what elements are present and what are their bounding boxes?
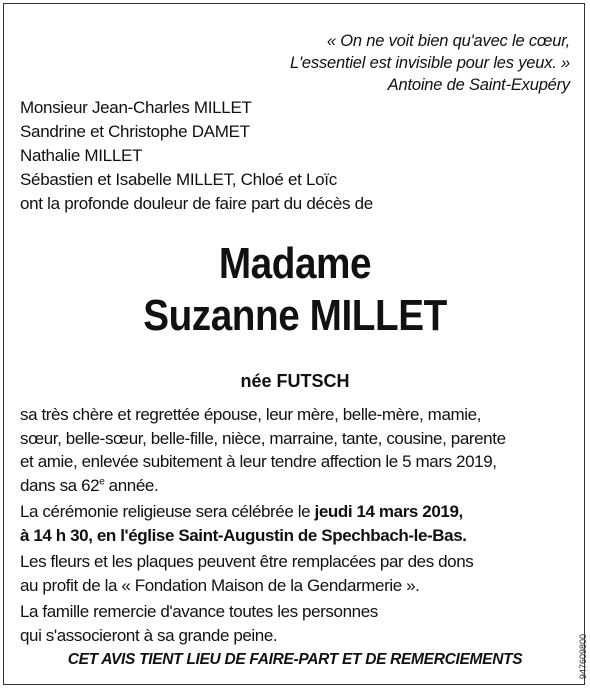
notice-body <box>20 403 580 650</box>
thanks-paragraph <box>20 600 580 647</box>
reference-code: 947609800 <box>578 633 588 679</box>
relationship-paragraph <box>20 403 580 497</box>
body-line: La famille remercie d'avance toutes les personnes <box>20 602 378 621</box>
footer-notice: CET AVIS TIENT LIEU DE FAIRE-PART ET DE REMERCIEMENTS <box>67 651 523 668</box>
ceremony-intro: La cérémonie religieuse sera célébrée le <box>20 502 315 521</box>
body-line <box>20 524 580 548</box>
ceremony-time-place: à 14 h 30, en l'église Saint-Augustin de Spechbach-le-Bas. <box>20 525 467 545</box>
body-line <box>20 500 580 524</box>
ceremony-date: jeudi 14 mars 2019, <box>314 502 463 521</box>
age-ordinal: e <box>99 475 105 487</box>
body-line: sœur, belle-sœur, belle-fille, nièce, marraine, tante, cousine, parente <box>20 428 506 448</box>
family-member: Nathalie MILLET <box>20 146 143 165</box>
family-member: Sébastien et Isabelle MILLET, Chloé et Loïc <box>20 170 337 189</box>
ceremony-paragraph <box>20 500 580 547</box>
body-line: qui s'associeront à sa grande peine. <box>20 625 278 645</box>
age-text: dans sa 62 <box>20 475 100 495</box>
quote-author: Antoine de Saint-Exupéry <box>387 76 570 94</box>
family-member: Monsieur Jean-Charles MILLET <box>20 98 252 117</box>
deceased-name <box>0 238 590 342</box>
family-member: Sandrine et Christophe DAMET <box>20 122 250 141</box>
quote-line: L'essentiel est invisible pour les yeux. » <box>290 54 570 72</box>
donations-paragraph <box>20 550 580 597</box>
body-line: et amie, enlevée subitement à leur tendre affection le 5 mars 2019, <box>20 452 497 471</box>
body-line: Les fleurs et les plaques peuvent être remplacées par des dons <box>20 552 474 571</box>
deceased-fullname: Suzanne MILLET <box>143 291 447 340</box>
family-list <box>20 96 540 216</box>
body-line: sa très chère et regrettée épouse, leur mère, belle-mère, mamie, <box>20 405 482 424</box>
body-line <box>20 474 580 498</box>
quote-line: « On ne voit bien qu'avec le cœur, <box>326 32 570 50</box>
epigraph-quote <box>170 30 570 96</box>
deceased-title: Madame <box>218 239 372 288</box>
body-line: au profit de la « Fondation Maison de la Gendarmerie ». <box>20 575 420 595</box>
announcement-intro: ont la profonde douleur de faire part du décès de <box>20 194 373 213</box>
maiden-name: née FUTSCH <box>240 371 350 391</box>
age-text-end: année. <box>104 475 159 495</box>
